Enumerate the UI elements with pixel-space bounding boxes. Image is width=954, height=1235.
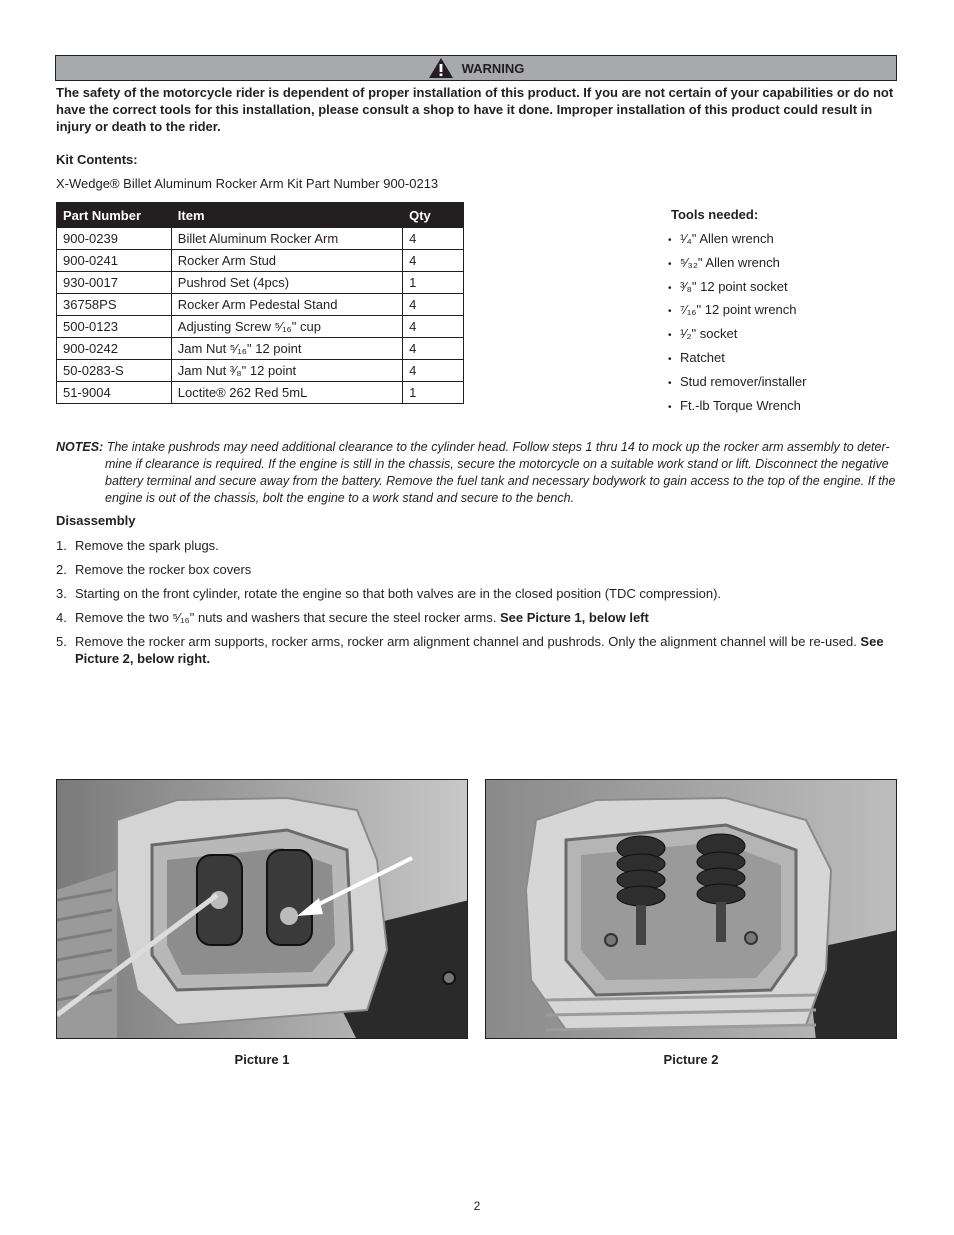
list-item: 3. Starting on the front cylinder, rotate the engine so that both valves are in the closed position (TDC compression). (56, 586, 722, 601)
notes-paragraph (56, 439, 896, 507)
table-row (57, 250, 464, 272)
part-number-cell: 50-0283-S (57, 360, 172, 382)
part-number-cell: 930-0017 (57, 272, 172, 294)
qty-cell: 4 (403, 228, 464, 250)
list-item: • Stud remover/installer (668, 373, 807, 389)
qty-cell: 4 (403, 360, 464, 382)
list-item: • ¹⁄₄" Allen wrench (668, 231, 774, 246)
list-item: 4. Remove the two ⁵⁄₁₆" nuts and washers that secure the steel rocker arms. See Picture 1, below left (56, 610, 649, 625)
item-cell: Jam Nut ³⁄₈" 12 point (171, 360, 402, 382)
list-item: 1. Remove the spark plugs. (56, 538, 219, 553)
list-item: • ¹⁄₂" socket (668, 326, 738, 342)
list-item: 5. Remove the rocker arm supports, rocker arms, rocker arm alignment channel and pushrods. Only the alignment channel will be re-used. See Picture 2, below right. (56, 634, 884, 666)
table-row (57, 228, 464, 250)
item-cell: Adjusting Screw ⁵⁄₁₆" cup (171, 316, 402, 338)
table-row (57, 338, 464, 360)
parts-table (56, 202, 464, 404)
list-item: 2. Remove the rocker box covers (56, 562, 252, 577)
item-cell: Rocker Arm Pedestal Stand (171, 294, 402, 316)
kit-contents-heading: Kit Contents: (56, 152, 138, 167)
part-number-cell: 51-9004 (57, 382, 172, 404)
item-cell: Pushrod Set (4pcs) (171, 272, 402, 294)
part-number-cell: 900-0242 (57, 338, 172, 360)
table-row (57, 360, 464, 382)
table-row (57, 382, 464, 404)
part-number-cell: 500-0123 (57, 316, 172, 338)
notes-label: NOTES: (56, 440, 104, 454)
list-item: • Ft.-lb Torque Wrench (668, 397, 801, 413)
column-header: Qty (403, 203, 464, 228)
notes-first-line: The intake pushrods may need additional clearance to the cylinder head. Follow steps 1 thru 14 to mock up the rocker arm assembly to deter- (106, 440, 890, 454)
table-row (57, 272, 464, 294)
list-item: • ⁵⁄₃₂" Allen wrench (668, 254, 780, 270)
qty-cell: 4 (403, 338, 464, 360)
column-header: Item (171, 203, 402, 228)
item-cell: Jam Nut ⁵⁄₁₆" 12 point (171, 338, 402, 360)
part-number-cell: 900-0241 (57, 250, 172, 272)
part-number-cell: 900-0239 (57, 228, 172, 250)
warning-text: The safety of the motorcycle rider is dependent of proper installation of this product. If you are not certain of your capabilities or do not have the correct tools for this installation, please consult a shop to have it done. Improper installation of this product could result in injury or death to the rider. (56, 85, 894, 134)
column-header: Part Number (57, 203, 172, 228)
qty-cell: 4 (403, 250, 464, 272)
qty-cell: 4 (403, 294, 464, 316)
disassembly-heading: Disassembly (56, 513, 136, 528)
picture-1-caption: Picture 1 (234, 1052, 290, 1067)
warning-triangle-icon (428, 57, 454, 79)
disassembly-steps (56, 537, 896, 674)
list-item: • ³⁄₈" 12 point socket (668, 278, 788, 294)
item-cell: Rocker Arm Stud (171, 250, 402, 272)
item-cell: Loctite® 262 Red 5mL (171, 382, 402, 404)
table-row (57, 294, 464, 316)
table-row (57, 316, 464, 338)
tools-list (668, 229, 806, 419)
item-cell: Billet Aluminum Rocker Arm (171, 228, 402, 250)
qty-cell: 1 (403, 272, 464, 294)
list-item: • ⁷⁄₁₆" 12 point wrench (668, 302, 797, 318)
warning-banner (55, 55, 897, 81)
picture-2-caption: Picture 2 (663, 1052, 719, 1067)
notes-continued: mine if clearance is required. If the engine is still in the chassis, secure the motorcycle on a suitable work stand or lift. Disconnect the negative battery terminal and secure away from the battery. Remove the fuel tank and necessary bodywork to gain access to the top of the engine. If the engine is out of the chassis, bolt the engine to a work stand and secure to the bench. (105, 457, 896, 505)
picture-2-photo (485, 779, 897, 1039)
part-number-cell: 36758PS (57, 294, 172, 316)
picture-1-photo (56, 779, 468, 1039)
page-number: 2 (473, 1199, 481, 1213)
tools-heading: Tools needed: (671, 207, 759, 222)
list-item: • Ratchet (668, 349, 725, 365)
kit-description: X-Wedge® Billet Aluminum Rocker Arm Kit Part Number 900-0213 (56, 176, 439, 191)
qty-cell: 1 (403, 382, 464, 404)
qty-cell: 4 (403, 316, 464, 338)
table-header-row (57, 203, 464, 228)
warning-title: WARNING (461, 60, 525, 76)
